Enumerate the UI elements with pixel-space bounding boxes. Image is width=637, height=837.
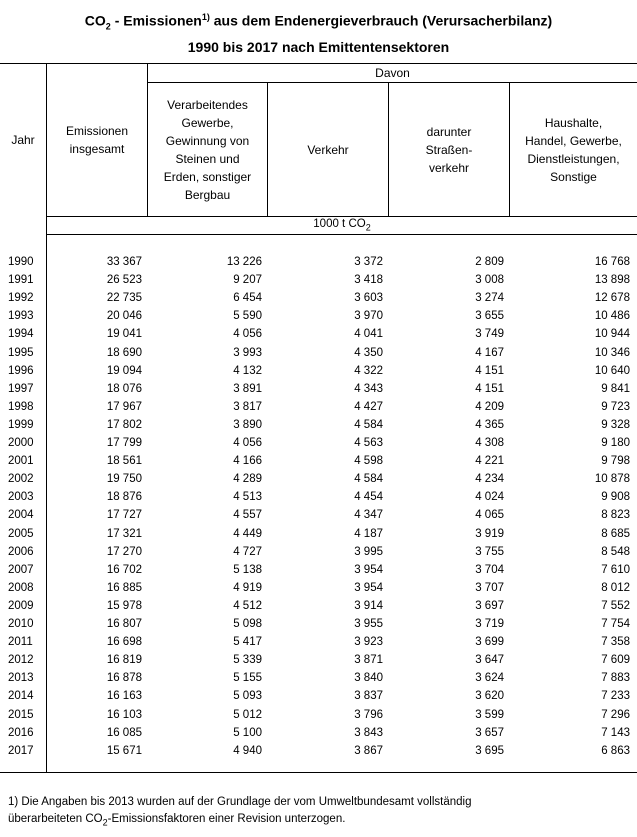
row-value: 4 350 — [354, 346, 383, 359]
row-value: 3 620 — [475, 690, 504, 703]
row-value: 4 322 — [354, 364, 383, 377]
header-strassenverkehr — [389, 83, 509, 216]
row-value: 17 799 — [106, 437, 142, 449]
row-year: 1998 — [8, 400, 34, 413]
row-year: 2014 — [8, 690, 34, 703]
title-mid: - Emissionen — [110, 12, 202, 29]
row-value: 3 655 — [475, 310, 504, 323]
row-value: 4 132 — [233, 364, 262, 377]
row-value: 3 704 — [475, 563, 504, 576]
row-value: 3 624 — [475, 672, 504, 685]
row-value: 3 699 — [475, 636, 504, 649]
row-value: 9 207 — [233, 274, 262, 287]
row-value: 4 584 — [354, 473, 383, 486]
row-value: 5 155 — [233, 672, 262, 685]
unit-label — [313, 215, 370, 236]
row-value: 9 723 — [601, 400, 630, 413]
header-verarb-l3: Gewinnung von — [165, 134, 250, 148]
row-year: 2012 — [8, 654, 34, 667]
header-haushalte-l4: Sonstige — [550, 169, 597, 184]
row-value: 7 358 — [601, 636, 630, 649]
row-year: 2003 — [8, 491, 34, 504]
row-value: 3 657 — [475, 726, 504, 739]
row-value: 4 167 — [475, 346, 504, 359]
row-year: 2001 — [8, 455, 34, 468]
row-year: 2015 — [8, 708, 34, 721]
row-value: 3 697 — [475, 599, 504, 612]
row-year: 2002 — [8, 473, 34, 486]
row-value: 2 809 — [475, 256, 504, 268]
row-value: 19 094 — [106, 364, 142, 377]
row-value: 4 557 — [233, 509, 262, 522]
row-value: 4 065 — [475, 509, 504, 522]
row-value: 7 609 — [601, 654, 630, 667]
header-strassen-l2: Straßen- — [425, 142, 473, 157]
row-value: 18 076 — [106, 382, 142, 395]
row-value: 3 647 — [475, 654, 504, 667]
row-value: 4 234 — [475, 473, 504, 486]
title-post: aus dem Endenergieverbrauch (Verursacherbilanz) — [209, 12, 553, 29]
row-value: 3 418 — [354, 274, 383, 287]
row-value: 3 599 — [475, 708, 504, 721]
row-value: 3 755 — [475, 545, 504, 558]
row-year: 1992 — [8, 292, 34, 305]
title-co: CO — [84, 12, 106, 29]
header-emissionen-l1: Emissionen — [65, 124, 129, 138]
header-davon — [148, 64, 637, 82]
row-value: 3 817 — [233, 400, 262, 413]
row-value: 3 707 — [475, 581, 504, 594]
row-value: 7 233 — [601, 690, 630, 703]
row-year: 2007 — [8, 563, 34, 576]
row-value: 4 209 — [475, 400, 504, 413]
header-unit — [47, 217, 637, 234]
row-value: 16 768 — [594, 256, 630, 268]
row-value: 4 919 — [233, 581, 262, 594]
row-value: 4 024 — [475, 491, 504, 504]
footnote-line2 — [8, 812, 345, 830]
row-value: 4 365 — [475, 418, 504, 431]
row-value: 18 876 — [106, 491, 142, 504]
row-value: 8 685 — [601, 527, 630, 540]
row-value: 3 871 — [354, 654, 383, 667]
row-value: 16 878 — [106, 672, 142, 685]
row-value: 3 603 — [354, 292, 383, 305]
row-value: 4 151 — [475, 382, 504, 395]
row-value: 16 885 — [106, 581, 142, 594]
header-haushalte-l2: Handel, Gewerbe, — [525, 133, 622, 148]
row-value: 10 640 — [594, 364, 630, 377]
header-verarb-l2: Gewerbe, — [181, 116, 234, 130]
row-value: 15 978 — [106, 599, 142, 612]
row-value: 4 289 — [233, 473, 262, 486]
footnote-line1: 1) Die Angaben bis 2013 wurden auf der Grundlage der vom Umweltbundesamt vollständig — [8, 796, 472, 808]
header-verkehr — [268, 83, 388, 216]
row-value: 9 798 — [601, 455, 630, 468]
header-verarb-l1: Verarbeitendes — [167, 98, 248, 112]
unit-text: 1000 t CO — [313, 217, 366, 230]
header-jahr-label: Jahr — [11, 133, 35, 147]
row-value: 3 840 — [354, 672, 383, 685]
row-value: 13 898 — [594, 274, 630, 287]
row-value: 13 226 — [226, 256, 262, 268]
row-value: 17 802 — [106, 418, 142, 431]
row-value: 3 955 — [354, 618, 383, 630]
row-value: 4 041 — [354, 328, 383, 341]
row-value: 20 046 — [106, 310, 142, 323]
row-value: 17 321 — [106, 527, 142, 540]
row-value: 19 041 — [106, 328, 142, 341]
row-value: 18 561 — [106, 455, 142, 468]
row-value: 6 454 — [233, 292, 262, 305]
row-value: 8 548 — [601, 545, 630, 558]
row-year: 2005 — [8, 527, 34, 540]
row-value: 7 552 — [601, 599, 630, 612]
header-verarb-l6: Bergbau — [184, 188, 231, 202]
row-value: 10 944 — [594, 328, 630, 341]
header-davon-label: Davon — [375, 66, 410, 80]
row-value: 16 807 — [106, 618, 142, 630]
row-value: 33 367 — [106, 256, 142, 268]
row-value: 9 908 — [601, 491, 630, 504]
row-value: 3 867 — [354, 744, 383, 757]
row-value: 3 695 — [475, 744, 504, 757]
row-value: 16 085 — [106, 726, 142, 739]
row-year: 1993 — [8, 310, 34, 323]
row-value: 3 749 — [475, 328, 504, 341]
row-value: 3 274 — [475, 292, 504, 305]
row-year: 1999 — [8, 418, 34, 431]
row-value: 4 166 — [233, 455, 262, 468]
footnote-l2-sub: 2 — [102, 817, 108, 828]
row-value: 4 427 — [354, 400, 383, 413]
row-value: 19 750 — [106, 473, 142, 486]
row-year: 1995 — [8, 346, 34, 359]
row-value: 3 919 — [475, 527, 504, 540]
header-strassen-l3: verkehr — [428, 160, 469, 175]
header-jahr — [0, 64, 46, 216]
row-value: 4 347 — [354, 509, 383, 522]
header-verarbeitendes — [148, 88, 267, 212]
row-value: 3 970 — [354, 310, 383, 323]
row-value: 3 008 — [475, 274, 504, 287]
row-value: 3 891 — [233, 382, 262, 395]
footnote-l2-post: -Emissionsfaktoren einer Revision unterzogen. — [107, 813, 346, 825]
row-value: 5 138 — [233, 563, 262, 576]
row-value: 3 890 — [233, 418, 262, 431]
row-value: 8 823 — [601, 509, 630, 522]
row-value: 7 143 — [601, 726, 630, 739]
row-value: 3 372 — [354, 256, 383, 268]
row-value: 4 584 — [354, 418, 383, 431]
row-value: 5 417 — [233, 636, 262, 649]
row-year: 2009 — [8, 599, 34, 612]
row-value: 3 719 — [475, 618, 504, 630]
row-value: 4 056 — [233, 437, 262, 449]
row-value: 3 843 — [354, 726, 383, 739]
title-footnote-mark: 1) — [201, 12, 210, 22]
row-value: 17 967 — [106, 400, 142, 413]
row-year: 1994 — [8, 328, 34, 341]
row-year: 1991 — [8, 274, 34, 287]
row-value: 4 563 — [354, 437, 383, 449]
header-verkehr-label: Verkehr — [307, 142, 349, 157]
row-value: 3 923 — [354, 636, 383, 649]
row-value: 5 590 — [233, 310, 262, 323]
row-year: 2010 — [8, 618, 34, 630]
row-value: 4 513 — [233, 491, 262, 504]
row-year: 1990 — [8, 256, 34, 268]
row-value: 4 940 — [233, 744, 262, 757]
row-value: 16 103 — [106, 708, 142, 721]
row-value: 7 296 — [601, 708, 630, 721]
row-value: 4 151 — [475, 364, 504, 377]
header-emissionen — [47, 64, 147, 216]
rule-bottom — [0, 772, 637, 773]
row-value: 18 690 — [106, 346, 142, 359]
row-value: 8 012 — [601, 581, 630, 594]
row-year: 2000 — [8, 437, 34, 449]
row-value: 3 837 — [354, 690, 383, 703]
row-value: 16 163 — [106, 690, 142, 703]
row-value: 5 100 — [233, 726, 262, 739]
row-value: 3 954 — [354, 581, 383, 594]
row-year: 2016 — [8, 726, 34, 739]
row-value: 22 735 — [106, 292, 142, 305]
row-value: 4 512 — [233, 599, 262, 612]
row-value: 16 702 — [106, 563, 142, 576]
row-value: 3 993 — [233, 346, 262, 359]
row-value: 5 093 — [233, 690, 262, 703]
row-value: 17 727 — [106, 509, 142, 522]
row-value: 10 486 — [594, 310, 630, 323]
row-value: 4 221 — [475, 455, 504, 468]
row-value: 4 454 — [354, 491, 383, 504]
row-value: 4 187 — [354, 527, 383, 540]
row-value: 5 339 — [233, 654, 262, 667]
row-value: 7 883 — [601, 672, 630, 685]
row-value: 26 523 — [106, 274, 142, 287]
table-title — [0, 12, 637, 31]
row-value: 9 180 — [601, 437, 630, 449]
row-year: 2004 — [8, 509, 34, 522]
header-haushalte-l1: Haushalte, — [544, 115, 603, 130]
row-value: 7 610 — [601, 563, 630, 576]
title-sub: 2 — [105, 21, 111, 32]
header-strassen-l1: darunter — [426, 124, 472, 139]
header-haushalte-l3: Dienstleistungen, — [527, 151, 620, 166]
row-value: 10 346 — [594, 346, 630, 359]
row-value: 6 863 — [601, 744, 630, 757]
row-value: 3 914 — [354, 599, 383, 612]
row-year: 2017 — [8, 744, 34, 757]
header-emissionen-l2: insgesamt — [69, 142, 125, 156]
row-value: 3 954 — [354, 563, 383, 576]
row-value: 3 796 — [354, 708, 383, 721]
row-value: 10 878 — [594, 473, 630, 486]
row-value: 4 449 — [233, 527, 262, 540]
row-value: 4 343 — [354, 382, 383, 395]
row-value: 9 841 — [601, 382, 630, 395]
row-year: 2008 — [8, 581, 34, 594]
row-year: 2011 — [8, 636, 33, 649]
row-value: 5 098 — [233, 618, 262, 630]
header-verarb-l4: Steinen und — [175, 152, 240, 166]
row-value: 4 056 — [233, 328, 262, 341]
row-value: 5 012 — [233, 708, 262, 721]
row-value: 4 308 — [475, 437, 504, 449]
row-year: 2006 — [8, 545, 34, 558]
row-value: 4 727 — [233, 545, 262, 558]
row-value: 17 270 — [106, 545, 142, 558]
row-value: 12 678 — [594, 292, 630, 305]
row-year: 1996 — [8, 364, 34, 377]
row-value: 16 819 — [106, 654, 142, 667]
footnote-l2-pre: überarbeiteten CO — [8, 813, 103, 825]
unit-sub: 2 — [365, 222, 371, 233]
row-value: 7 754 — [601, 618, 630, 630]
row-year: 1997 — [8, 382, 34, 395]
header-verarb-l5: Erden, sonstiger — [163, 170, 252, 184]
row-value: 3 995 — [354, 545, 383, 558]
row-value: 9 328 — [601, 418, 630, 431]
row-value: 16 698 — [106, 636, 142, 649]
header-haushalte — [510, 83, 637, 216]
row-year: 2013 — [8, 672, 34, 685]
table-subtitle: 1990 bis 2017 nach Emittentensektoren — [187, 39, 450, 55]
row-value: 15 671 — [106, 744, 142, 757]
row-value: 4 598 — [354, 455, 383, 468]
